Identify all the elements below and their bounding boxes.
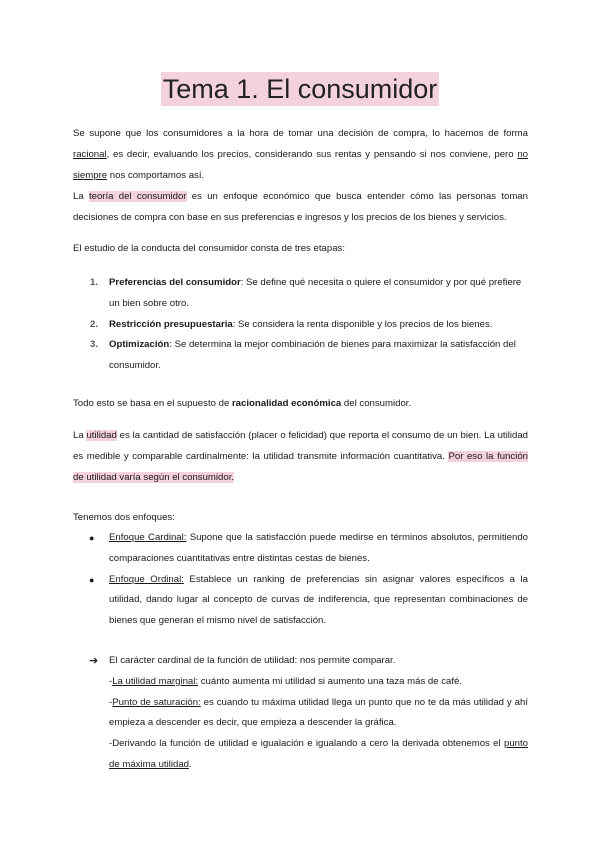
approaches-intro: Tenemos dos enfoques: <box>73 512 175 523</box>
approach-text: Supone que la satisfacción puede medirse en términos absolutos, permitiendo comparaciones cuantitativas entre distintas cestas de bienes. <box>109 532 528 564</box>
list-item <box>73 273 528 315</box>
title-container <box>0 72 600 106</box>
list-number: 2. <box>90 318 99 330</box>
intro-text-1: Se supone que los consumidores a la hora de tomar una decisión de compra, lo hacemos de forma <box>73 128 528 139</box>
list-number: 1. <box>90 277 99 288</box>
stage-term: Restricción presupuestaria <box>109 318 233 330</box>
approach-term: Enfoque Cardinal: <box>109 532 187 543</box>
arrow-icon: ➔ <box>89 655 99 667</box>
intro-text-3: nos comportamos así. <box>107 169 205 181</box>
list-item <box>73 570 528 632</box>
bullet-icon: ● <box>89 533 95 543</box>
marginal-utility-text: cuánto aumenta mi utilidad si aumento una taza más de café. <box>198 675 463 687</box>
intro-paragraph <box>73 124 528 186</box>
rationality-paragraph <box>73 394 528 415</box>
list-item <box>73 315 528 336</box>
marginal-utility-term: La utilidad marginal: <box>112 675 199 687</box>
dash: - <box>109 696 113 708</box>
list-item <box>73 528 528 570</box>
stages-list <box>73 273 528 377</box>
saturation-text: es cuando tu máxima utilidad llega un punto que no te da más utilidad y ahí empieza a descender es decir, que empieza a descender la gráfica. <box>109 696 528 729</box>
stages-intro: El estudio de la conducta del consumidor consta de tres etapas: <box>73 243 345 254</box>
stage-text: : Se considera la renta disponible y los precios de los bienes. <box>232 318 493 330</box>
intro-underline-no-siempre: no siempre <box>73 148 528 181</box>
approach-term: Enfoque Ordinal: <box>109 573 184 585</box>
approach-text: Establece un ranking de preferencias sin asignar valores específicos a la utilidad, dando lugar al concepto de curvas de indiferencia, que representan combinaciones de bienes que generan el mismo nivel de satisfacción. <box>109 573 528 627</box>
cardinal-line-3 <box>109 693 528 735</box>
theory-paragraph <box>73 187 528 229</box>
period: . <box>189 758 192 770</box>
stage-term: Preferencias del consumidor <box>109 277 241 288</box>
stage-term: Optimización <box>109 339 170 351</box>
rationality-text-2: del consumidor. <box>341 398 412 409</box>
cardinal-section <box>73 651 528 776</box>
max-utility-term: punto de máxima utilidad <box>109 738 528 770</box>
cardinal-line-4 <box>109 734 528 776</box>
saturation-term: Punto de saturación: <box>112 696 201 708</box>
derivative-text: -Derivando la función de utilidad e igualación e igualando a cero la derivada obtenemos el <box>109 738 504 750</box>
page-title: Tema 1. El consumidor <box>162 74 438 104</box>
bullet-icon: ● <box>89 574 95 585</box>
theory-text-1: La <box>73 191 89 202</box>
theory-highlight: teoría del consumidor <box>88 191 187 202</box>
cardinal-line-1: El carácter cardinal de la función de utilidad: nos permite comparar. <box>109 655 396 666</box>
utility-highlight: utilidad <box>86 430 117 441</box>
list-item <box>73 335 528 377</box>
utility-highlight-2: Por eso la función de utilidad varía según el consumidor. <box>73 450 529 483</box>
stage-text: : Se define qué necesita o quiere el consumidor y por qué prefiere un bien sobre otro. <box>109 277 522 309</box>
stage-text: : Se determina la mejor combinación de bienes para maximizar la satisfacción del consumidor. <box>109 339 516 372</box>
dash: - <box>109 675 113 687</box>
utility-paragraph <box>73 426 528 488</box>
rationality-bold: racionalidad económica <box>231 398 342 409</box>
intro-text-2: , es decir, evaluando los precios, considerando sus rentas y pensando si nos conviene, pero <box>106 148 518 160</box>
rationality-text-1: Todo esto se basa en el supuesto de <box>73 398 232 409</box>
theory-text-2: es un enfoque económico que busca entender cómo las personas toman decisiones de compra con base en sus preferencias e ingresos y los precios de los bienes y servicios. <box>73 191 528 223</box>
cardinal-item <box>73 651 528 776</box>
approaches-list <box>73 528 528 632</box>
utility-text-1: La <box>73 430 87 441</box>
intro-underline-racional: racional <box>73 148 107 160</box>
list-number: 3. <box>90 339 99 351</box>
utility-text-2: es la cantidad de satisfacción (placer o felicidad) que reporta el consumo de un bien. La utilidad es medible y comparable cardinalmente: la utilidad transmite información cuantitativa. <box>73 430 528 462</box>
cardinal-line-2 <box>109 672 528 693</box>
